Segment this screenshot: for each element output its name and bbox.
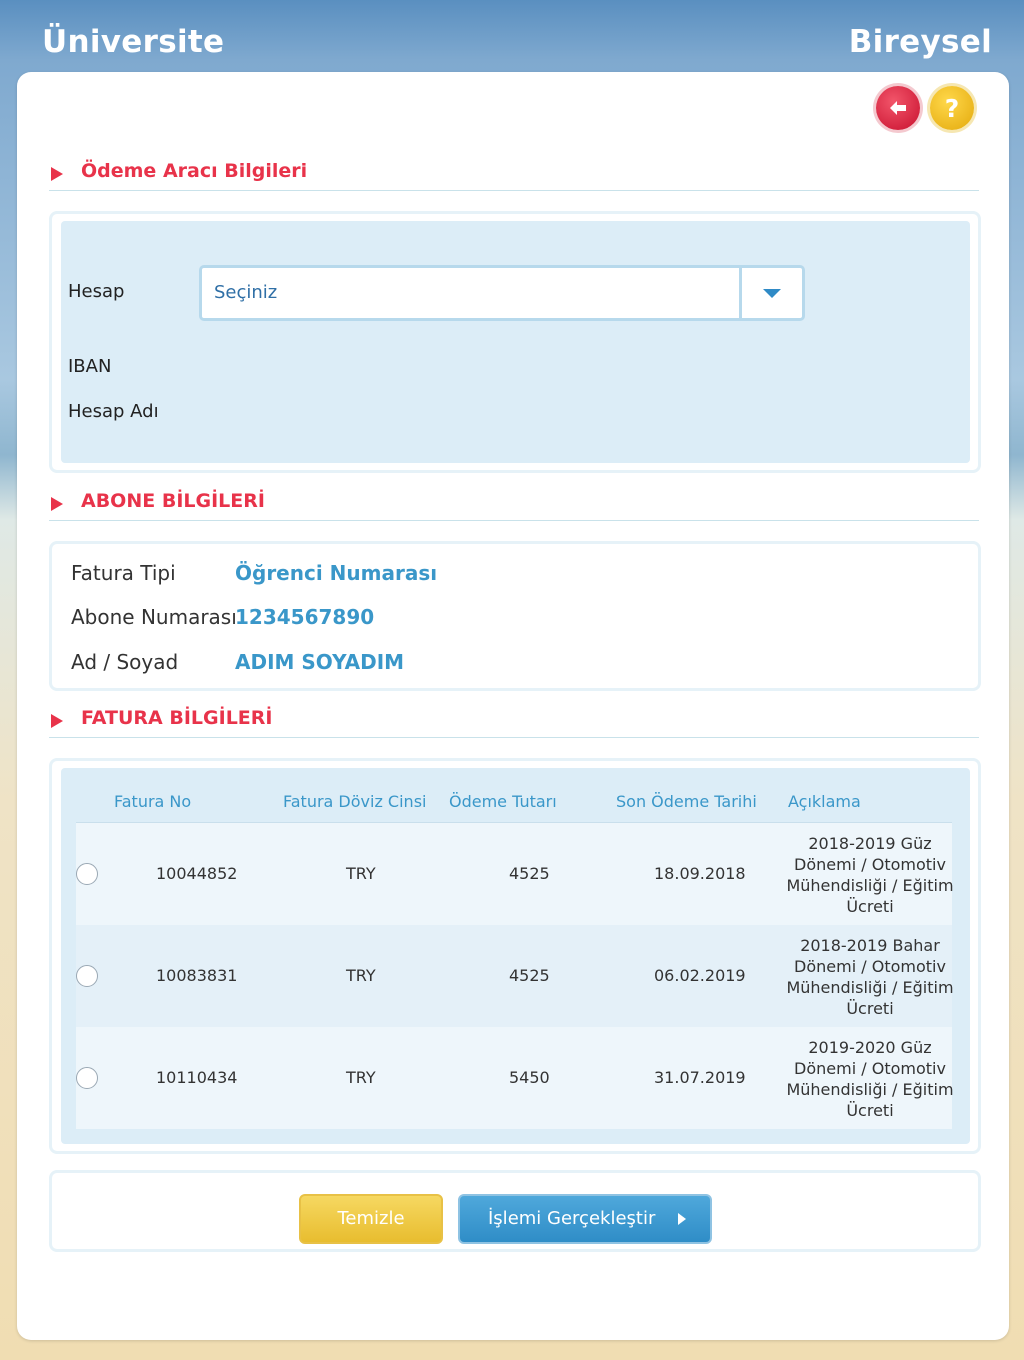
invoice-section-title: FATURA BİLGİLERİ	[81, 707, 273, 729]
description-cell	[785, 833, 955, 917]
clear-button[interactable]: Temizle	[299, 1194, 443, 1244]
description-line: Ücreti	[846, 897, 894, 916]
description-line: Dönemi / Otomotiv	[794, 855, 946, 874]
section-arrow-icon	[51, 497, 63, 511]
subscriber-section-header	[49, 490, 979, 521]
full-name-value: ADIM SOYADIM	[235, 650, 405, 674]
question-mark-icon: ?	[944, 93, 960, 123]
account-label: Hesap	[68, 281, 125, 302]
table-row[interactable]	[76, 1027, 952, 1129]
description-line: Ücreti	[846, 999, 894, 1018]
subscriber-box	[49, 541, 981, 691]
invoice-type-label: Fatura Tipi	[71, 561, 176, 585]
due-date-cell: 18.09.2018	[654, 864, 746, 883]
invoice-section-header	[49, 707, 979, 738]
help-button[interactable]	[930, 86, 974, 130]
currency-cell: TRY	[346, 864, 376, 883]
description-line: 2018-2019 Bahar	[800, 936, 940, 955]
iban-label: IBAN	[68, 356, 112, 377]
subscriber-number-label: Abone Numarası	[71, 605, 237, 629]
full-name-label: Ad / Soyad	[71, 650, 179, 674]
chevron-down-icon	[763, 289, 781, 298]
payment-box	[49, 211, 981, 473]
app-title: Üniversite	[42, 24, 225, 60]
back-arrow-icon	[886, 96, 910, 120]
column-header-invoice-no: Fatura No	[114, 792, 192, 811]
table-row[interactable]	[76, 823, 952, 925]
account-select-value: Seçiniz	[214, 282, 278, 303]
invoice-no-cell: 10044852	[156, 864, 238, 883]
description-line: Mühendisliği / Eğitim	[786, 876, 954, 895]
payment-section-title: Ödeme Aracı Bilgileri	[81, 160, 308, 182]
column-header-currency: Fatura Döviz Cinsi	[283, 792, 427, 811]
segment-title: Bireysel	[848, 24, 992, 60]
description-line: Mühendisliği / Eğitim	[786, 1080, 954, 1099]
column-header-amount: Ödeme Tutarı	[449, 792, 557, 811]
due-date-cell: 31.07.2019	[654, 1068, 746, 1087]
actions-box	[49, 1170, 981, 1252]
account-name-label: Hesap Adı	[68, 401, 159, 422]
row-select-radio[interactable]	[76, 965, 98, 987]
invoice-no-cell: 10110434	[156, 1068, 238, 1087]
description-cell	[785, 1037, 955, 1121]
description-line: Ücreti	[846, 1101, 894, 1120]
amount-cell: 4525	[509, 864, 550, 883]
section-arrow-icon	[51, 167, 63, 181]
amount-cell: 5450	[509, 1068, 550, 1087]
payment-section-header	[49, 160, 979, 191]
invoice-type-value: Öğrenci Numarası	[235, 561, 438, 585]
amount-cell: 4525	[509, 966, 550, 985]
submit-button-label: İşlemi Gerçekleştir	[488, 1208, 656, 1229]
app-header	[0, 0, 1024, 72]
currency-cell: TRY	[346, 1068, 376, 1087]
row-select-radio[interactable]	[76, 863, 98, 885]
invoice-table	[61, 768, 970, 1144]
column-header-due-date: Son Ödeme Tarihi	[616, 792, 757, 811]
submit-button[interactable]	[458, 1194, 712, 1244]
description-line: 2018-2019 Güz	[808, 834, 932, 853]
description-line: Dönemi / Otomotiv	[794, 1059, 946, 1078]
row-select-radio[interactable]	[76, 1067, 98, 1089]
due-date-cell: 06.02.2019	[654, 966, 746, 985]
account-select[interactable]	[199, 265, 805, 321]
chevron-right-icon	[678, 1213, 686, 1225]
description-line: Dönemi / Otomotiv	[794, 957, 946, 976]
invoice-box	[49, 758, 981, 1154]
payment-box-inner	[61, 221, 970, 463]
account-dropdown-button[interactable]	[739, 268, 802, 318]
column-header-description: Açıklama	[788, 792, 861, 811]
back-button[interactable]	[876, 86, 920, 130]
description-line: 2019-2020 Güz	[808, 1038, 932, 1057]
invoice-no-cell: 10083831	[156, 966, 238, 985]
table-row[interactable]	[76, 925, 952, 1027]
section-arrow-icon	[51, 714, 63, 728]
description-line: Mühendisliği / Eğitim	[786, 978, 954, 997]
main-panel	[17, 72, 1009, 1340]
subscriber-number-value: 1234567890	[235, 605, 375, 629]
currency-cell: TRY	[346, 966, 376, 985]
description-cell	[785, 935, 955, 1019]
subscriber-section-title: ABONE BİLGİLERİ	[81, 490, 265, 512]
